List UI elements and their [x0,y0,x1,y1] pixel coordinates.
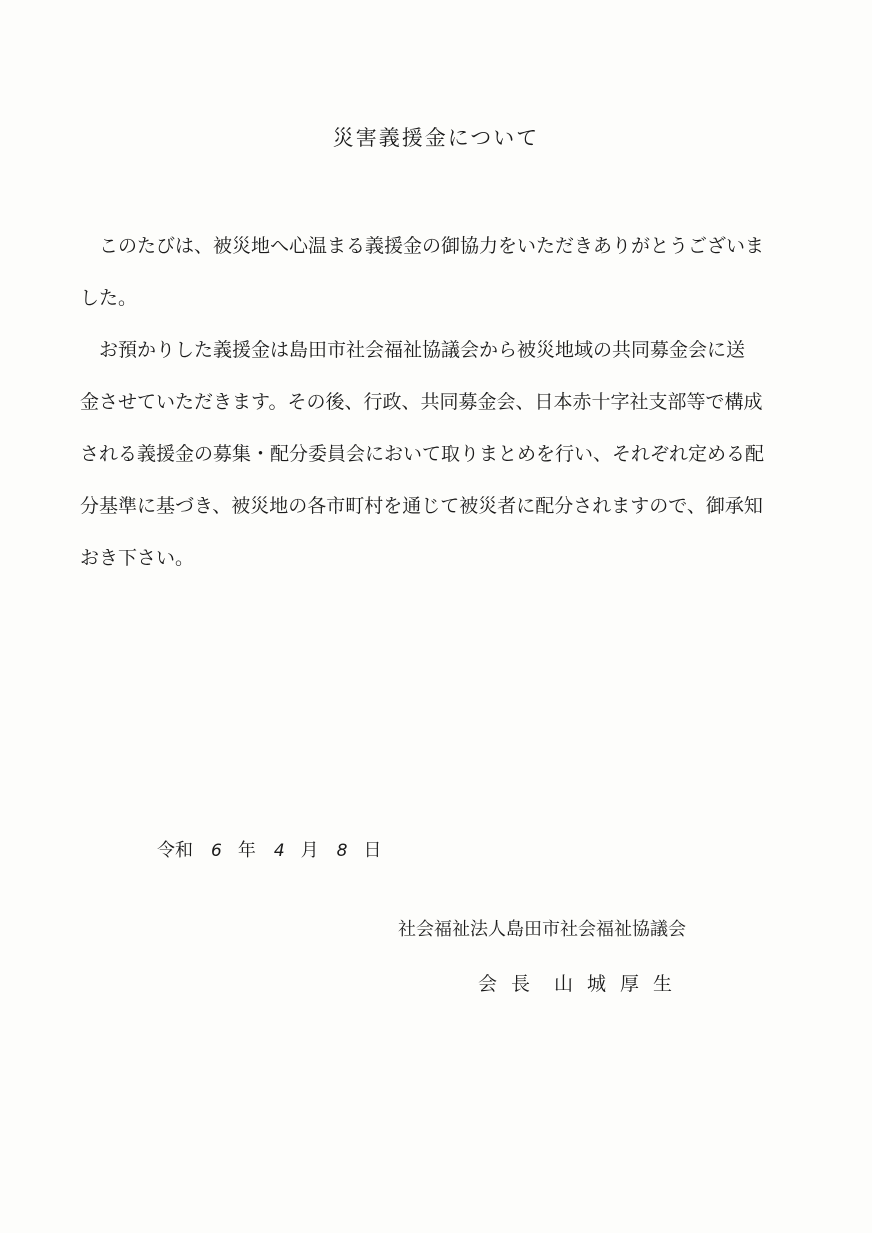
date-era: 令和 [157,840,193,861]
date-day: 8 [336,841,348,861]
date-year-unit: 年 [237,840,256,861]
signer-title: 会長 [478,973,545,995]
date-month-unit: 月 [300,840,319,861]
document-date [157,836,381,862]
document-title: 災害義援金について [332,126,540,150]
body-line: お預かりした義援金は島田市社会福祉協議会から被災地域の共同募金会に送 [80,339,746,361]
date-day-unit: 日 [363,840,382,861]
date-year: 6 [211,841,222,861]
body-line: 金させていただきます。その後、行政、共同募金会、日本赤十字社支部等で構成 [80,391,763,413]
organization-name: 社会福祉法人島田市社会福祉協議会 [398,919,686,940]
body-line: おき下さい。 [80,547,195,569]
date-month: 4 [273,841,285,861]
signature-block [478,969,686,996]
signer-name: 山城厚生 [554,973,687,995]
body-line: される義援金の募集・配分委員会において取りまとめを行い、それぞれ定める配 [80,443,765,465]
body-line: 分基準に基づき、被災地の各市町村を通じて被災者に配分されますので、御承知 [80,495,763,517]
body-line: このたびは、被災地へ心温まる義援金の御協力をいただきありがとうございま [80,235,765,257]
body-line: した。 [80,287,138,309]
